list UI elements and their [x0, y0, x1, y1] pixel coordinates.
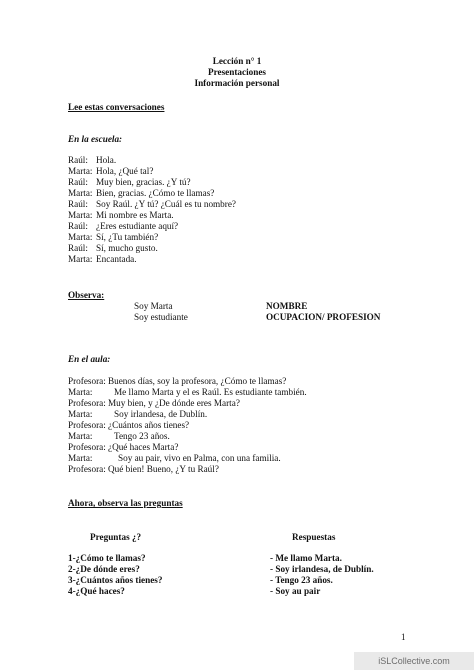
speaker-name: Marta:	[68, 453, 93, 463]
lesson-title: Presentaciones	[207, 67, 266, 77]
page-number: 1	[401, 632, 406, 642]
dialogue-text: Muy bien, gracias. ¿Y tú?	[96, 177, 191, 187]
dialogue-text: Encantada.	[96, 254, 137, 264]
dialogue-line	[68, 221, 178, 232]
lesson-subtitle: Información personal	[194, 78, 280, 88]
dialogue-text: ¿Qué haces Marta?	[108, 442, 179, 452]
speaker-name: Raúl:	[68, 199, 88, 209]
speaker-name: Profesora:	[68, 464, 106, 474]
answer-item: - Soy au pair	[270, 586, 321, 596]
dialogue-line	[68, 232, 158, 243]
section-heading-observe: Observa:	[68, 290, 105, 300]
dialogue-text: Muy bien, y ¿De dónde eres Marta?	[108, 398, 240, 408]
section-heading-read: Lee estas conversaciones	[68, 102, 165, 112]
dialogue-text: Hola.	[96, 155, 117, 165]
speaker-name: Marta:	[68, 232, 93, 242]
observe-example: Soy estudiante	[134, 312, 188, 322]
dialogue-text: Buenos días, soy la profesora, ¿Cómo te llamas?	[108, 376, 287, 386]
dialogue-line	[68, 254, 137, 265]
dialogue-line	[68, 431, 170, 442]
answers-column-header: Respuestas	[292, 532, 336, 542]
section-heading-questions: Ahora, observa las preguntas	[68, 498, 183, 508]
speaker-name: Marta:	[68, 188, 93, 198]
dialogue-line	[68, 453, 281, 464]
dialogue-line	[68, 155, 116, 166]
speaker-name: Profesora:	[68, 442, 106, 452]
dialogue-line	[68, 243, 158, 254]
question-item: 3-¿Cuántos años tienes?	[68, 575, 163, 585]
speaker-name: Marta:	[68, 431, 93, 441]
dialogue-text: Qué bien! Bueno, ¿Y tu Raúl?	[108, 464, 219, 474]
speaker-name: Profesora:	[68, 398, 106, 408]
speaker-name: Marta:	[68, 210, 93, 220]
speaker-name: Marta:	[68, 254, 93, 264]
answer-item: - Tengo 23 años.	[270, 575, 333, 585]
dialogue-text: Soy irlandesa, de Dublín.	[114, 409, 208, 419]
dialogue-line	[68, 376, 286, 387]
speaker-name: Marta:	[68, 166, 93, 176]
speaker-name: Raúl:	[68, 221, 88, 231]
lesson-number: Lección n° 1	[212, 56, 262, 66]
dialogue-text: ¿Cuántos años tienes?	[108, 420, 190, 430]
scene-school: En la escuela:	[68, 134, 123, 144]
speaker-name: Profesora:	[68, 420, 106, 430]
dialogue-text: Hola, ¿Qué tal?	[96, 166, 154, 176]
dialogue-line	[68, 210, 174, 221]
speaker-name: Raúl:	[68, 243, 88, 253]
dialogue-text: Bien, gracias. ¿Cómo te llamas?	[96, 188, 215, 198]
answer-item: - Soy irlandesa, de Dublín.	[270, 564, 374, 574]
question-item: 2-¿De dónde eres?	[68, 564, 140, 574]
dialogue-line	[68, 199, 236, 210]
questions-column-header: Preguntas ¿?	[90, 532, 142, 542]
dialogue-line	[68, 420, 189, 431]
dialogue-line	[68, 464, 219, 475]
dialogue-text: Soy Raúl. ¿Y tú? ¿Cuál es tu nombre?	[96, 199, 236, 209]
observe-label: NOMBRE	[266, 301, 308, 311]
dialogue-text: Sí, ¿Tu también?	[96, 232, 159, 242]
question-item: 1-¿Cómo te llamas?	[68, 553, 146, 563]
answer-item: - Me llamo Marta.	[270, 553, 342, 563]
question-item: 4-¿Qué haces?	[68, 586, 125, 596]
dialogue-text: Mi nombre es Marta.	[96, 210, 174, 220]
speaker-name: Raúl:	[68, 177, 88, 187]
dialogue-text: Soy au pair, vivo en Palma, con una familia.	[118, 453, 281, 463]
dialogue-line	[68, 398, 240, 409]
dialogue-text: ¿Eres estudiante aquí?	[96, 221, 179, 231]
watermark-footer: iSLCollective.com	[354, 652, 474, 670]
observe-label: OCUPACION/ PROFESION	[266, 312, 381, 322]
speaker-name: Profesora:	[68, 376, 106, 386]
speaker-name: Raúl:	[68, 155, 88, 165]
dialogue-line	[68, 177, 191, 188]
speaker-name: Marta:	[68, 387, 93, 397]
dialogue-line	[68, 442, 178, 453]
dialogue-line	[68, 409, 207, 420]
dialogue-text: Sí, mucho gusto.	[96, 243, 158, 253]
dialogue-line	[68, 166, 153, 177]
speaker-name: Marta:	[68, 409, 93, 419]
dialogue-text: Tengo 23 años.	[114, 431, 170, 441]
observe-example: Soy Marta	[134, 301, 173, 311]
dialogue-line	[68, 387, 307, 398]
dialogue-text: Me llamo Marta y el es Raúl. Es estudiante también.	[114, 387, 307, 397]
scene-classroom: En el aula:	[68, 354, 111, 364]
dialogue-line	[68, 188, 214, 199]
